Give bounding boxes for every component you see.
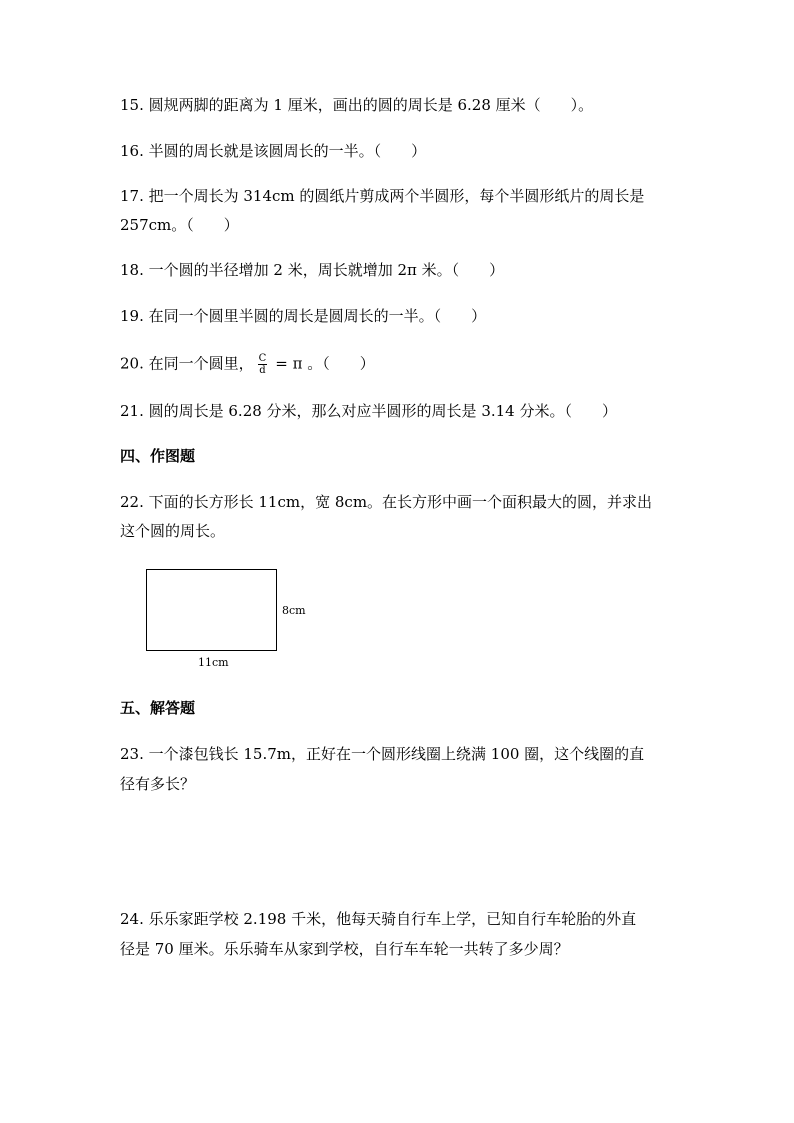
question-23-line-2: 径有多长？ [120, 775, 196, 793]
fraction-numerator: C [258, 353, 267, 364]
question-22-line-1: 22. 下面的长方形长 11cm，宽 8cm。在长方形中画一个面积最大的圆，并求出 [120, 493, 653, 511]
rectangle-figure [146, 569, 277, 651]
question-15: 15. 圆规两脚的距离为 1 厘米，画出的圆的周长是 6.28 厘米（ ）。 [120, 96, 594, 114]
rectangle-height-label: 8cm [282, 604, 306, 617]
question-23-line-1: 23. 一个漆包钱长 15.7m，正好在一个圆形线圈上绕满 100 圈，这个线圈的直 [120, 745, 645, 763]
rectangle-width-label: 11cm [198, 656, 229, 669]
section-4-title: 四、作图题 [120, 447, 196, 465]
question-24-line-2: 径是 70 厘米。乐乐骑车从家到学校，自行车车轮一共转了多少周？ [120, 940, 569, 958]
c-over-d-fraction [258, 353, 268, 376]
question-16: 16. 半圆的周长就是该圆周长的一半。（ ） [120, 142, 427, 160]
fraction-denominator: d [259, 365, 266, 376]
question-21: 21. 圆的周长是 6.28 分米，那么对应半圆形的周长是 3.14 分米。（ ） [120, 402, 617, 420]
question-24-line-1: 24. 乐乐家距学校 2.198 千米，他每天骑自行车上学，已知自行车轮胎的外直 [120, 910, 637, 928]
question-20-prefix: 20. 在同一个圆里， [120, 354, 254, 373]
question-20-suffix: = π 。（ ） [275, 354, 375, 373]
question-17-line-1: 17. 把一个周长为 314cm 的圆纸片剪成两个半圆形，每个半圆形纸片的周长是 [120, 187, 645, 205]
question-20 [120, 353, 375, 376]
section-5-title: 五、解答题 [120, 699, 196, 717]
question-17-line-2: 257cm。（ ） [120, 216, 239, 234]
question-18: 18. 一个圆的半径增加 2 米，周长就增加 2π 米。（ ） [120, 261, 505, 279]
question-19: 19. 在同一个圆里半圆的周长是圆周长的一半。（ ） [120, 307, 487, 325]
question-22-line-2: 这个圆的周长。 [120, 522, 226, 540]
